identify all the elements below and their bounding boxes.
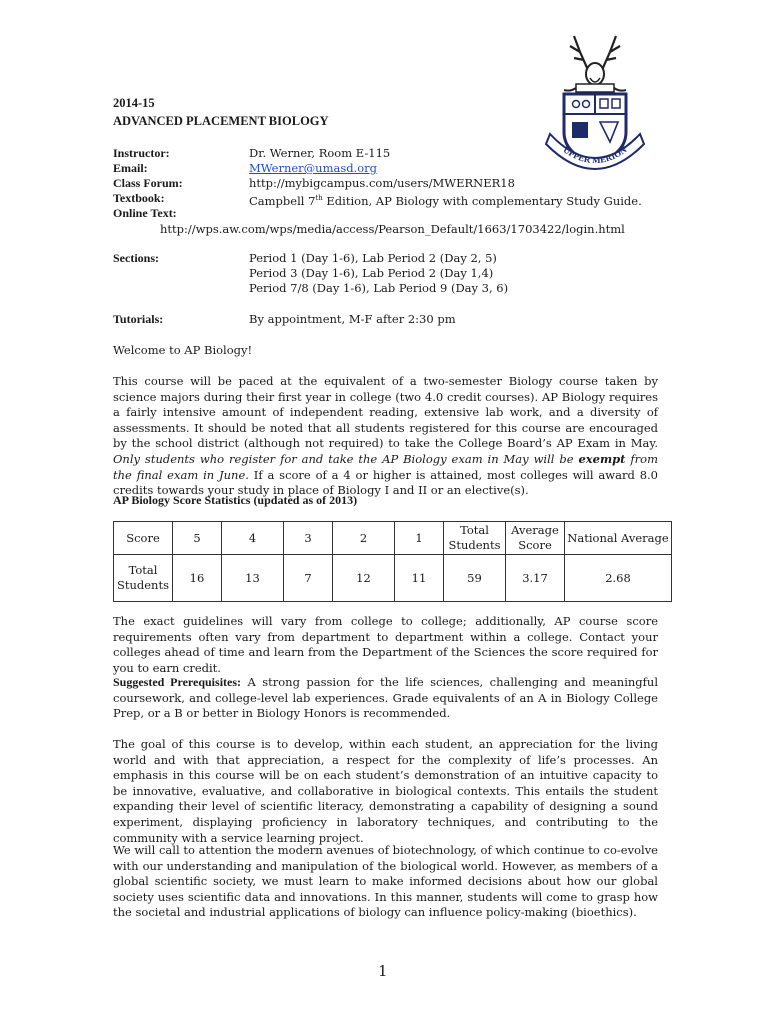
- sections-label: Sections:: [113, 251, 159, 265]
- guidelines-paragraph: The exact guidelines will vary from college to college; additionally, AP course score requirements often vary from department to department within a college. Contact your colleges ahead of time and learn from the Department of the Sciences the score required for you to earn credit.: [113, 614, 658, 675]
- class-forum-label: Class Forum:: [113, 176, 183, 190]
- table-cell: Total Students: [114, 555, 173, 602]
- class-forum-value: http://mybigcampus.com/users/MWERNER18: [249, 176, 515, 190]
- table-cell: 1: [395, 522, 444, 555]
- table-cell: 4: [222, 522, 284, 555]
- table-cell: 2.68: [565, 555, 672, 602]
- instructor-value: Dr. Werner, Room E-115: [249, 146, 391, 160]
- table-row: [114, 522, 672, 555]
- upper-merion-crest-logo: [540, 22, 650, 182]
- biotech-paragraph: We will call to attention the modern avenues of biotechnology, of which continue to co-evolve with our understanding and manipulation of the biological world. However, as members of a global scientific society, we must learn to make informed decisions about how our global society uses scientific data and innovations. In this manner, students will come to grasp how the societal and industrial applications of biology can influence policy-making (bioethics).: [113, 843, 658, 920]
- table-cell: 3: [284, 522, 333, 555]
- table-row: [114, 555, 672, 602]
- table-cell: 7: [284, 555, 333, 602]
- email-label: Email:: [113, 161, 148, 175]
- instructor-label: Instructor:: [113, 146, 170, 160]
- crest-ribbon-text: UPPER MERION: [561, 144, 629, 166]
- welcome-text: Welcome to AP Biology!: [113, 343, 253, 357]
- table-cell: 12: [333, 555, 395, 602]
- table-cell: 11: [395, 555, 444, 602]
- online-text-url: http://wps.aw.com/wps/media/access/Pearson_Default/1663/1703422/login.html: [160, 222, 625, 236]
- section-line: Period 1 (Day 1-6), Lab Period 2 (Day 2, 5): [249, 251, 497, 265]
- table-cell: 5: [173, 522, 222, 555]
- intro-paragraph: This course will be paced at the equivalent of a two-semester Biology course taken by science majors during their first year in college (two 4.0 credit courses). AP Biology requires a fairly intensive amount of independent reading, extensive lab work, and a diversity of assessments. It should be noted that all students registered for this course are encouraged by the school district (although not required) to take the College Board’s AP Exam in May. Only students who register for and take the AP Biology exam in May will be exempt from the final exam in June. If a score of a 4 or higher is attained, most colleges will award 8.0 credits towards your study in place of Biology I and II or an elective(s).: [113, 374, 658, 498]
- textbook-label: Textbook:: [113, 191, 165, 205]
- table-cell: 16: [173, 555, 222, 602]
- table-cell: Total Students: [444, 522, 506, 555]
- table-cell: Score: [114, 522, 173, 555]
- goal-paragraph: The goal of this course is to develop, within each student, an appreciation for the living world and with that appreciation, a respect for the complexity of life’s processes. An emphasis in this course will be on each student’s demonstration of an intuitive capacity to be innovative, evaluative, and collaborative in biological contexts. This entails the student expanding their level of scientific literacy, demonstrating a capability of designing a sound experiment, displaying proficiency in laboratory techniques, and contributing to the community with a service learning project.: [113, 737, 658, 845]
- stats-title: AP Biology Score Statistics (updated as of 2013): [113, 493, 358, 507]
- section-line: Period 3 (Day 1-6), Lab Period 2 (Day 1,4): [249, 266, 494, 280]
- table-cell: 59: [444, 555, 506, 602]
- score-statistics-table: [113, 521, 672, 602]
- table-cell: National Average: [565, 522, 672, 555]
- table-cell: 13: [222, 555, 284, 602]
- prerequisites-label: Suggested Prerequisites:: [113, 675, 242, 689]
- prerequisites-paragraph: Suggested Prerequisites: A strong passion for the life sciences, challenging and meaningful coursework, and college-level lab experiences. Grade equivalents of an A in Biology College Prep, or a B or better in Biology Honors is recommended.: [113, 675, 658, 721]
- tutorials-value: By appointment, M-F after 2:30 pm: [249, 312, 456, 326]
- section-line: Period 7/8 (Day 1-6), Lab Period 9 (Day 3, 6): [249, 281, 509, 295]
- table-cell: 3.17: [506, 555, 565, 602]
- table-cell: 2: [333, 522, 395, 555]
- email-link[interactable]: MWerner@umasd.org: [249, 161, 378, 175]
- table-cell: Average Score: [506, 522, 565, 555]
- textbook-value: Campbell 7th Edition, AP Biology with complementary Study Guide.: [249, 193, 642, 208]
- online-text-label: Online Text:: [113, 206, 177, 220]
- tutorials-label: Tutorials:: [113, 312, 164, 326]
- course-title: ADVANCED PLACEMENT BIOLOGY: [113, 114, 329, 128]
- document-year: 2014-15: [113, 96, 155, 110]
- page-number: 1: [378, 962, 388, 980]
